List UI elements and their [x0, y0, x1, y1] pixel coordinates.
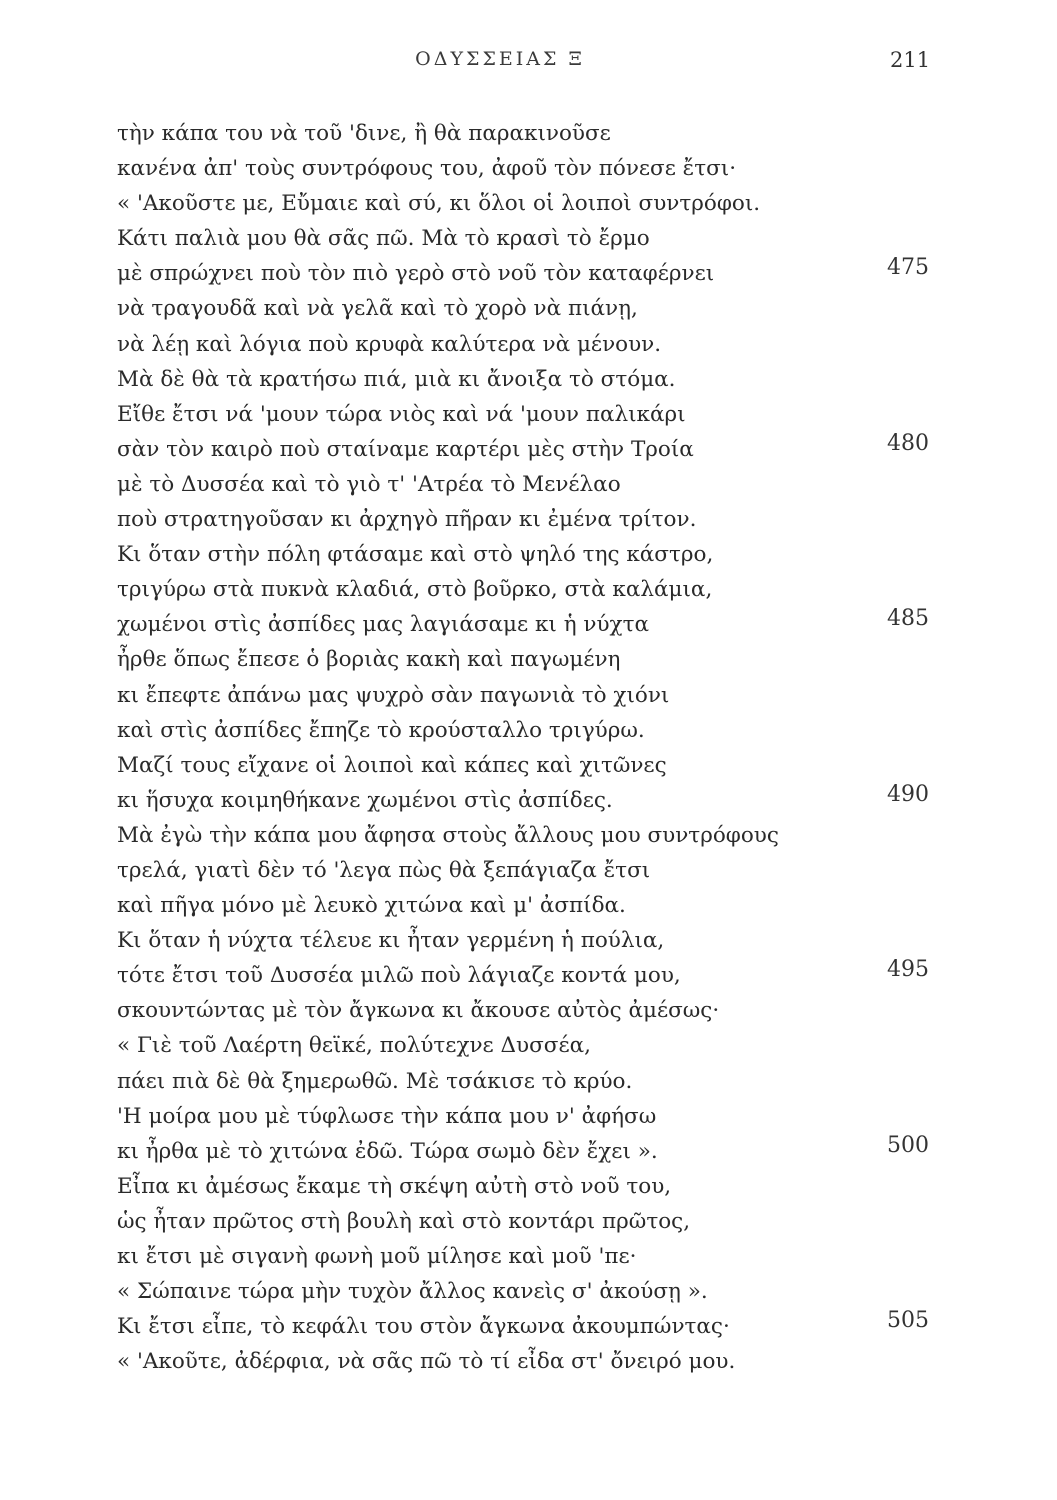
- line-number: 500: [887, 1132, 929, 1158]
- verse-line: [117, 1344, 937, 1379]
- verse-text: 'Η μοίρα μου μὲ τύφλωσε τὴν κάπα μου ν' ἀφήσω: [117, 1103, 657, 1129]
- line-number: 490: [887, 781, 929, 807]
- line-number: 495: [887, 957, 929, 983]
- verse-text: Μὰ ἐγὼ τὴν κάπα μου ἄφησα στοὺς ἄλλους μου συντρόφους: [117, 822, 779, 848]
- verse-text: σκουντώντας μὲ τὸν ἄγκωνα κι ἄκουσε αὐτὸς ἀμέσως·: [117, 998, 720, 1024]
- verse-line: [117, 1169, 937, 1204]
- verse-line: [117, 362, 937, 397]
- verse-text: Μαζί τους εἴχανε οἱ λοιποὶ καὶ κάπες καὶ χιτῶνες: [117, 752, 667, 778]
- verse-text: μὲ σπρώχνει ποὺ τὸν πιὸ γερὸ στὸ νοῦ τὸν καταφέρνει: [117, 261, 715, 287]
- verse-line: [117, 397, 937, 432]
- verse-text: Κι ὅταν ἡ νύχτα τέλευε κι ἦταν γερμένη ἡ πούλια,: [117, 928, 665, 954]
- verse-line: [117, 783, 937, 818]
- verse-text: Κι ὅταν στὴν πόλη φτάσαμε καὶ στὸ ψηλό της κάστρο,: [117, 542, 714, 568]
- verse-line: [117, 888, 937, 923]
- verse-block: [117, 116, 937, 1379]
- verse-line: [117, 748, 937, 783]
- verse-text: καὶ στὶς ἀσπίδες ἔπηζε τὸ κρούσταλλο τριγύρω.: [117, 717, 645, 743]
- verse-line: [117, 607, 937, 642]
- verse-line: [117, 1309, 937, 1344]
- verse-line: [117, 818, 937, 853]
- verse-line: [117, 1204, 937, 1239]
- verse-line: [117, 958, 937, 993]
- verse-line: [117, 151, 937, 186]
- verse-text: τότε ἔτσι τοῦ Δυσσέα μιλῶ ποὺ λάγιαζε κοντά μου,: [117, 963, 681, 989]
- verse-line: [117, 678, 937, 713]
- verse-text: Κάτι παλιὰ μου θὰ σᾶς πῶ. Μὰ τὸ κρασὶ τὸ ἔρμο: [117, 226, 650, 252]
- verse-line: [117, 572, 937, 607]
- verse-text: κι ἔπεφτε ἀπάνω μας ψυχρὸ σὰν παγωνιὰ τὸ χιόνι: [117, 682, 670, 708]
- verse-text: ἦρθε ὅπως ἔπεσε ὁ βοριὰς κακὴ καὶ παγωμένη: [117, 647, 621, 673]
- verse-line: [117, 1064, 937, 1099]
- verse-line: [117, 993, 937, 1028]
- verse-line: [117, 502, 937, 537]
- verse-line: [117, 537, 937, 572]
- verse-text: κι ἔτσι μὲ σιγανὴ φωνὴ μοῦ μίλησε καὶ μοῦ 'πε·: [117, 1244, 637, 1269]
- line-number: 505: [887, 1308, 929, 1334]
- verse-line: [117, 221, 937, 256]
- verse-text: χωμένοι στὶς ἀσπίδες μας λαγιάσαμε κι ἡ νύχτα: [117, 612, 649, 638]
- verse-text: « 'Ακοῦτε, ἀδέρφια, νὰ σᾶς πῶ τὸ τί εἶδα στ' ὄνειρό μου.: [117, 1349, 736, 1375]
- running-title: ΟΔΥΣΣΕΙΑΣ Ξ: [415, 48, 585, 70]
- verse-text: « Σώπαινε τώρα μὴν τυχὸν ἄλλος κανεὶς σ' ἀκούσῃ ».: [117, 1279, 708, 1305]
- verse-text: « 'Ακοῦστε με, Εὔμαιε καὶ σύ, κι ὅλοι οἱ λοιποὶ συντρόφοι.: [117, 191, 761, 217]
- verse-text: κι ἦρθα μὲ τὸ χιτώνα ἐδῶ. Τώρα σωμὸ δὲν ἔχει ».: [117, 1138, 658, 1164]
- verse-line: [117, 713, 937, 748]
- line-number: 485: [887, 606, 929, 632]
- verse-text: ὡς ἦταν πρῶτος στὴ βουλὴ καὶ στὸ κοντάρι πρῶτος,: [117, 1208, 691, 1234]
- verse-line: [117, 853, 937, 888]
- verse-text: Κι ἔτσι εἶπε, τὸ κεφάλι του στὸν ἄγκωνα ἀκουμπώντας·: [117, 1314, 730, 1340]
- verse-text: τὴν κάπα του νὰ τοῦ 'δινε, ἢ θὰ παρακινοῦσε: [117, 121, 611, 146]
- verse-line: [117, 256, 937, 291]
- verse-line: [117, 432, 937, 467]
- verse-text: μὲ τὸ Δυσσέα καὶ τὸ γιὸ τ' 'Ατρέα τὸ Μενέλαο: [117, 471, 621, 497]
- verse-line: [117, 642, 937, 677]
- verse-text: κανένα ἀπ' τοὺς συντρόφους του, ἀφοῦ τὸν πόνεσε ἔτσι·: [117, 156, 737, 182]
- verse-line: [117, 186, 937, 221]
- verse-line: [117, 1028, 937, 1063]
- verse-text: ποὺ στρατηγοῦσαν κι ἀρχηγὸ πῆραν κι ἐμένα τρίτον.: [117, 507, 697, 533]
- line-number: 480: [887, 430, 929, 456]
- verse-text: νὰ τραγουδᾶ καὶ νὰ γελᾶ καὶ τὸ χορὸ νὰ πιάνῃ,: [117, 296, 638, 322]
- verse-text: τρελά, γιατὶ δὲν τό 'λεγα πὼς θὰ ξεπάγιαζα ἔτσι: [117, 857, 651, 883]
- verse-text: Εἴθε ἔτσι νά 'μουν τώρα νιὸς καὶ νά 'μουν παλικάρι: [117, 401, 686, 427]
- verse-text: νὰ λέῃ καὶ λόγια ποὺ κρυφὰ καλύτερα νὰ μένουν.: [117, 331, 662, 357]
- verse-text: καὶ πῆγα μόνο μὲ λευκὸ χιτώνα καὶ μ' ἀσπίδα.: [117, 893, 626, 919]
- verse-line: [117, 327, 937, 362]
- verse-line: [117, 116, 937, 151]
- line-number: 475: [887, 255, 929, 281]
- verse-text: σὰν τὸν καιρὸ ποὺ σταίναμε καρτέρι μὲς στὴν Τροία: [117, 436, 694, 462]
- verse-text: τριγύρω στὰ πυκνὰ κλαδιά, στὸ βοῦρκο, στὰ καλάμια,: [117, 577, 713, 603]
- verse-line: [117, 467, 937, 502]
- verse-line: [117, 923, 937, 958]
- verse-text: « Γιὲ τοῦ Λαέρτη θεϊκέ, πολύτεχνε Δυσσέα,: [117, 1033, 591, 1059]
- verse-text: πάει πιὰ δὲ θὰ ξημερωθῶ. Μὲ τσάκισε τὸ κρύο.: [117, 1068, 633, 1094]
- verse-line: [117, 1274, 937, 1309]
- page-number: 211: [890, 48, 931, 72]
- verse-text: Εἶπα κι ἀμέσως ἔκαμε τὴ σκέψη αὐτὴ στὸ νοῦ του,: [117, 1173, 672, 1199]
- verse-text: Μὰ δὲ θὰ τὰ κρατήσω πιά, μιὰ κι ἄνοιξα τὸ στόμα.: [117, 366, 676, 392]
- verse-text: κι ἥσυχα κοιμηθήκανε χωμένοι στὶς ἀσπίδες.: [117, 787, 613, 813]
- verse-line: [117, 1099, 937, 1134]
- running-head: [0, 48, 1057, 78]
- verse-line: [117, 291, 937, 326]
- verse-line: [117, 1134, 937, 1169]
- verse-line: [117, 1239, 937, 1274]
